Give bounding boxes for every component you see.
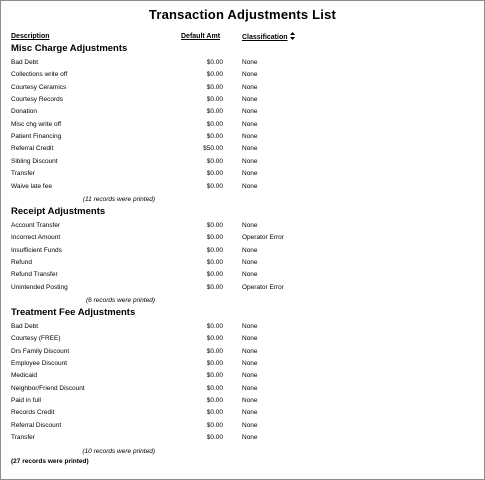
group-title: Treatment Fee Adjustments bbox=[11, 307, 136, 318]
table-row bbox=[0, 422, 485, 434]
row-description: Transfer bbox=[11, 170, 35, 178]
row-default-amt: $0.00 bbox=[206, 323, 223, 330]
column-header-default-amt[interactable]: Default Amt bbox=[181, 33, 221, 40]
group-record-count: (10 records were printed) bbox=[82, 447, 155, 455]
row-default-amt: $0.00 bbox=[206, 182, 223, 190]
table-row bbox=[0, 335, 485, 347]
row-default-amt: $0.00 bbox=[206, 335, 223, 343]
row-default-amt: $0.00 bbox=[206, 234, 223, 242]
row-description: Donation bbox=[11, 108, 38, 116]
row-description: Referral Discount bbox=[11, 421, 62, 429]
table-row bbox=[0, 170, 485, 182]
row-description: Bad Debt bbox=[11, 323, 39, 330]
row-description: Insufficient Funds bbox=[11, 246, 62, 254]
table-row bbox=[0, 348, 485, 360]
table-row bbox=[0, 372, 485, 384]
row-default-amt: $0.00 bbox=[206, 71, 223, 79]
row-classification: None bbox=[242, 421, 258, 429]
row-classification: None bbox=[242, 347, 258, 355]
row-default-amt: $0.00 bbox=[206, 434, 223, 442]
row-default-amt: $0.00 bbox=[206, 108, 223, 116]
table-row bbox=[0, 247, 485, 259]
table-row bbox=[0, 145, 485, 157]
row-description: Misc chg write off bbox=[11, 120, 62, 128]
table-row bbox=[0, 96, 485, 108]
row-classification: None bbox=[242, 96, 258, 104]
row-classification: None bbox=[242, 246, 258, 254]
row-classification: None bbox=[242, 271, 258, 279]
table-row bbox=[0, 397, 485, 409]
row-description: Collections write off bbox=[11, 71, 68, 79]
row-default-amt: $0.00 bbox=[206, 397, 223, 405]
row-default-amt: $0.00 bbox=[206, 409, 223, 417]
row-description: Account Transfer bbox=[11, 222, 61, 229]
table-row bbox=[0, 385, 485, 397]
row-default-amt: $0.00 bbox=[206, 271, 223, 279]
group-title: Receipt Adjustments bbox=[11, 206, 106, 217]
row-default-amt: $0.00 bbox=[206, 170, 223, 178]
row-description: Bad Debt bbox=[11, 59, 39, 66]
row-description: Courtesy (FREE) bbox=[11, 335, 61, 343]
grand-total: (27 records were printed) bbox=[11, 458, 89, 465]
row-description: Transfer bbox=[11, 434, 35, 442]
row-classification: None bbox=[242, 108, 258, 116]
row-classification: None bbox=[242, 372, 258, 380]
group-record-count: (6 records were printed) bbox=[86, 297, 155, 305]
row-classification: None bbox=[242, 360, 258, 368]
row-classification: Operator Error bbox=[242, 283, 284, 291]
table-row bbox=[0, 59, 485, 71]
row-description: Drs Family Discount bbox=[11, 347, 70, 355]
row-classification: None bbox=[242, 157, 258, 165]
row-classification: None bbox=[242, 397, 258, 405]
table-row bbox=[0, 284, 485, 296]
row-description: Refund Transfer bbox=[11, 271, 58, 279]
column-header-classification[interactable] bbox=[242, 33, 295, 41]
row-classification: None bbox=[242, 133, 258, 141]
table-row bbox=[0, 434, 485, 446]
row-classification: None bbox=[242, 170, 258, 178]
row-description: Patient Financing bbox=[11, 133, 62, 141]
table-row bbox=[0, 234, 485, 246]
row-default-amt: $0.00 bbox=[206, 133, 223, 141]
row-classification: None bbox=[242, 259, 258, 267]
row-description: Unintended Posting bbox=[11, 283, 68, 291]
row-default-amt: $0.00 bbox=[206, 347, 223, 355]
table-row bbox=[0, 222, 485, 234]
row-description: Sibling Discount bbox=[11, 157, 58, 165]
row-description: Incorrect Amount bbox=[11, 234, 61, 242]
column-header-description[interactable]: Description bbox=[11, 33, 50, 40]
row-description: Paid in full bbox=[11, 397, 41, 405]
row-default-amt: $0.00 bbox=[206, 421, 223, 429]
row-classification: None bbox=[242, 120, 258, 128]
table-row bbox=[0, 271, 485, 283]
report-title: Transaction Adjustments List bbox=[148, 7, 337, 22]
row-classification: None bbox=[242, 323, 258, 330]
row-description: Refund bbox=[11, 259, 32, 267]
row-default-amt: $0.00 bbox=[206, 59, 223, 66]
group-title: Misc Charge Adjustments bbox=[11, 43, 128, 54]
row-default-amt: $50.00 bbox=[203, 145, 223, 153]
table-row bbox=[0, 121, 485, 133]
row-default-amt: $0.00 bbox=[206, 360, 223, 368]
row-description: Employee Discount bbox=[11, 360, 67, 368]
table-row bbox=[0, 409, 485, 421]
row-description: Courtesy Records bbox=[11, 96, 64, 104]
row-classification: None bbox=[242, 83, 258, 91]
row-default-amt: $0.00 bbox=[206, 384, 223, 392]
row-classification: None bbox=[242, 182, 258, 190]
table-row bbox=[0, 183, 485, 195]
table-row bbox=[0, 133, 485, 145]
row-description: Waive late fee bbox=[11, 182, 52, 190]
table-row bbox=[0, 158, 485, 170]
row-default-amt: $0.00 bbox=[206, 372, 223, 380]
row-default-amt: $0.00 bbox=[206, 259, 223, 267]
row-default-amt: $0.00 bbox=[206, 222, 223, 229]
row-description: Medicaid bbox=[11, 372, 38, 380]
table-row bbox=[0, 323, 485, 335]
row-default-amt: $0.00 bbox=[206, 246, 223, 254]
sort-icon[interactable] bbox=[290, 32, 295, 40]
row-description: Records Credit bbox=[11, 409, 55, 417]
row-classification: None bbox=[242, 59, 258, 66]
row-description: Courtesy Ceramics bbox=[11, 83, 67, 91]
row-classification: None bbox=[242, 409, 258, 417]
row-default-amt: $0.00 bbox=[206, 283, 223, 291]
classification-header-label: Classification bbox=[242, 33, 288, 41]
table-row bbox=[0, 108, 485, 120]
row-default-amt: $0.00 bbox=[206, 83, 223, 91]
row-classification: None bbox=[242, 71, 258, 79]
row-default-amt: $0.00 bbox=[206, 96, 223, 104]
table-row bbox=[0, 360, 485, 372]
table-row bbox=[0, 84, 485, 96]
row-description: Neighbor/Friend Discount bbox=[11, 384, 85, 392]
group-record-count: (11 records were printed) bbox=[82, 195, 155, 203]
table-row bbox=[0, 259, 485, 271]
row-classification: Operator Error bbox=[242, 234, 284, 242]
table-row bbox=[0, 71, 485, 83]
row-classification: None bbox=[242, 145, 258, 153]
row-classification: None bbox=[242, 222, 258, 229]
row-classification: None bbox=[242, 434, 258, 442]
row-default-amt: $0.00 bbox=[206, 120, 223, 128]
row-description: Referral Credit bbox=[11, 145, 54, 153]
row-default-amt: $0.00 bbox=[206, 157, 223, 165]
row-classification: None bbox=[242, 384, 258, 392]
row-classification: None bbox=[242, 335, 258, 343]
